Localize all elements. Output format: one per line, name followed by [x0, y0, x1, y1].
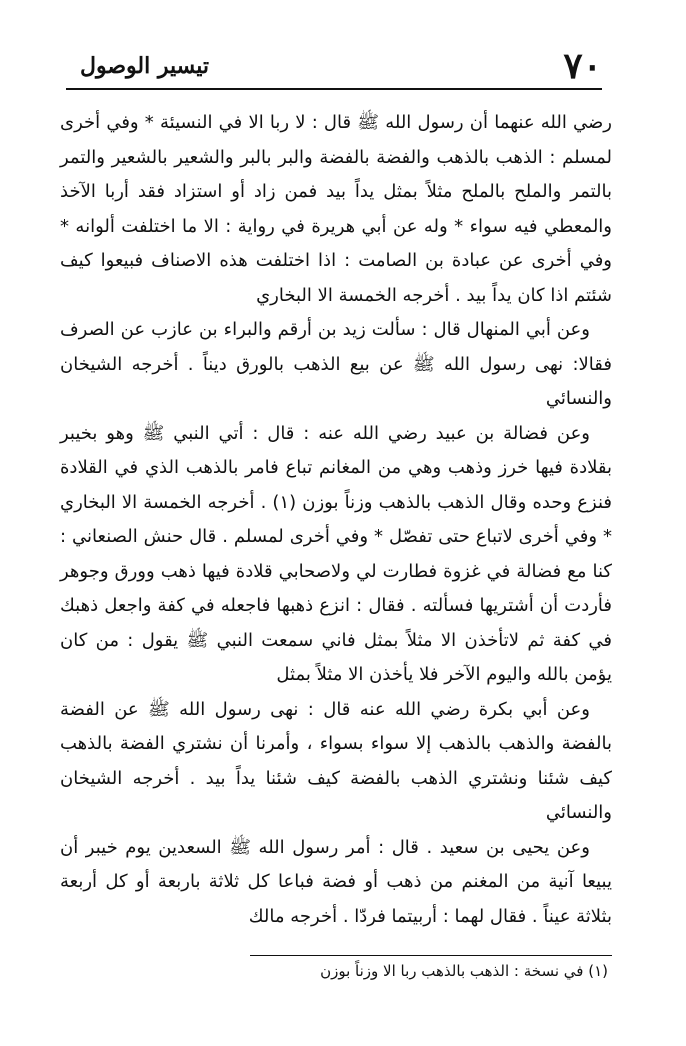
page-header	[80, 46, 602, 86]
footnote-rule	[250, 955, 612, 956]
paragraph: وعن يحيى بن سعيد . قال : أمر رسول الله ﷺ السعدين يوم خيبر أن يبيعا آنية من المغنم من ذهب أو فضة فباعا كل ثلاثة باربعة أو كل أربعة بثلاثة عيناً . فقال لهما : أربيتما فردّا . أخرجه مالك	[60, 836, 612, 927]
paragraph: وعن فضالة بن عبيد رضي الله عنه : قال : أتي النبي ﷺ وهو بخيبر بقلادة فيها خرز وذهب وهي من المغانم تباع فامر بالذهب الذي في القلادة فنزع وحده وقال الذهب بالذهب وزناً بوزن (١) . أخرجه الخمسة الا البخاري * وفي أخرى لاتباع حتى تفصّل * وفي أخرى لمسلم . قال حنش الصنعاني : كنا مع فضالة في غزوة فطارت لي ولاصحابي قلادة فيها ذهب وورق وجوهر فأردت أن أشتريها فسألته . فقال : انزع ذهبها فاجعله في كفة واجعل ذهبك في كفة ثم لاتأخذن الا مثلاً بمثل فاني سمعت النبي ﷺ يقول : من كان يؤمن بالله واليوم الآخر فلا يأخذن الا مثلاً بمثل	[60, 422, 612, 685]
page-number: ٧٠	[563, 45, 602, 87]
paragraph: وعن أبي بكرة رضي الله عنه قال : نهى رسول الله ﷺ عن الفضة بالفضة والذهب بالذهب إلا سواء بسواء ، وأمرنا أن نشتري الفضة بالذهب كيف شئنا ونشتري الذهب بالفضة كيف شئنا يداً بيد . أخرجه الشيخان والنسائي	[60, 698, 612, 823]
main-text	[60, 106, 612, 934]
paragraph: رضي الله عنهما أن رسول الله ﷺ قال : لا ربا الا في النسيئة * وفي أخرى لمسلم : الذهب بالذهب والفضة بالفضة والبر بالبر والشعير بالشعير والتمر بالتمر والملح بالملح مثلاً بمثل يداً بيد فمن زاد أو استزاد فقد أربا الآخذ والمعطي فيه سواء * وله عن أبي هريرة في رواية : الا ما اختلفت ألوانه * وفي أخرى عن عبادة بن الصامت : اذا اختلفت هذه الاصناف فبيعوا كيف شئتم اذا كان يداً بيد . أخرجه الخمسة الا البخاري	[60, 112, 612, 306]
footnote: (١) في نسخة : الذهب بالذهب ربا الا وزناً بوزن	[320, 962, 608, 980]
header-rule	[66, 88, 602, 90]
running-title: تيسير الوصول	[80, 53, 210, 79]
paragraph: وعن أبي المنهال قال : سألت زيد بن أرقم والبراء بن عازب عن الصرف فقالا: نهى رسول الله ﷺ عن بيع الذهب بالورق ديناً . أخرجه الشيخان والنسائي	[60, 319, 612, 409]
